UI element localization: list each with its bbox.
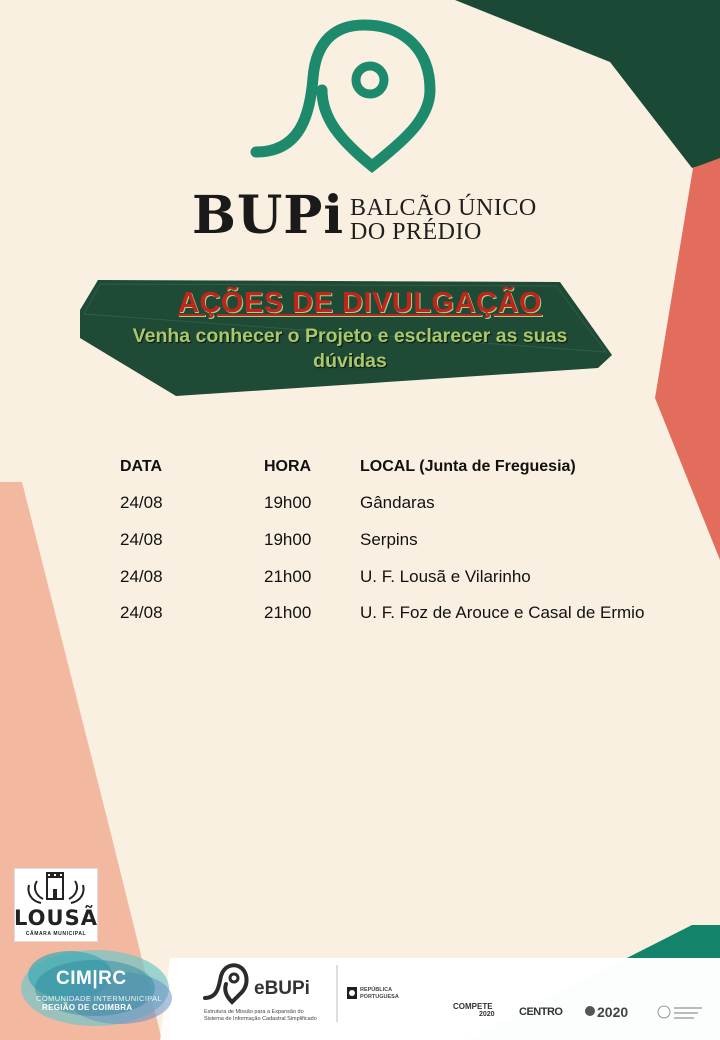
- compete-logo: [453, 1002, 495, 1018]
- row-2-date: 24/08: [120, 530, 163, 549]
- row-2-time: 19h00: [264, 530, 312, 549]
- brand-subtitle-line1: BALCÃO ÚNICO: [350, 195, 537, 221]
- side-shape-coral: [655, 158, 720, 560]
- cim-rc-subtitle: COMUNIDADE INTERMUNICIPAL: [36, 994, 163, 1003]
- row-1-time: 19h00: [264, 493, 312, 512]
- banner-subtitle-line1: Venha conhecer o Projeto e esclarecer as suas: [132, 325, 568, 347]
- brand-name: BUPi: [192, 185, 345, 246]
- location-pin-icon: [256, 25, 430, 166]
- banner-subtitle: [90, 324, 610, 374]
- row-3-place: U. F. Lousã e Vilarinho: [360, 567, 531, 586]
- ebupi-description-line1: Estrutura de Missão para a Expansão do: [204, 1009, 304, 1015]
- ebupi-name: eBUPi: [254, 978, 310, 999]
- banner-title: AÇÕES DE DIVULGAÇÃO: [178, 287, 542, 319]
- lousa-name: LOUSÃ: [14, 906, 98, 930]
- ebupi-description: [204, 1009, 344, 1023]
- brand-subtitle-line2: DO PRÉDIO: [350, 219, 482, 245]
- cim-rc-region: REGIÃO DE COIMBRA: [42, 1003, 133, 1012]
- portugal-2020-icon: [585, 1006, 595, 1016]
- row-4-time: 21h00: [264, 603, 312, 622]
- ebupi-description-line2: Sistema de Informação Cadastral Simplificado: [204, 1016, 317, 1022]
- row-4-date: 24/08: [120, 603, 163, 622]
- republica-line2: PORTUGUESA: [360, 994, 399, 1000]
- row-3-date: 24/08: [120, 567, 163, 586]
- compete-name: COMPETE: [453, 1002, 493, 1011]
- header-time: HORA: [264, 458, 312, 475]
- republica-line1: REPÚBLICA: [360, 987, 393, 993]
- header-place: LOCAL (Junta de Freguesia): [360, 458, 576, 475]
- row-1-date: 24/08: [120, 493, 163, 512]
- compete-year: 2020: [479, 1011, 495, 1018]
- lousa-castle-icon: [15, 869, 97, 909]
- lousa-subtitle: CÂMARA MUNICIPAL: [25, 931, 87, 937]
- centro-logo: CENTRO: [519, 1006, 563, 1018]
- header-date: DATA: [120, 458, 163, 475]
- corner-shape-dark-green: [455, 0, 720, 168]
- republica-portuguesa: [360, 987, 399, 1001]
- portugal-2020-logo: 2020: [597, 1004, 629, 1020]
- cim-rc-name: CIM|RC: [56, 968, 127, 989]
- row-4-place: U. F. Foz de Arouce e Casal de Ermio: [360, 603, 645, 622]
- row-1-place: Gândaras: [360, 493, 435, 512]
- row-2-place: Serpins: [360, 530, 418, 549]
- republica-emblem-icon: [347, 987, 357, 999]
- banner-subtitle-line2: dúvidas: [313, 350, 387, 372]
- row-3-time: 21h00: [264, 567, 312, 586]
